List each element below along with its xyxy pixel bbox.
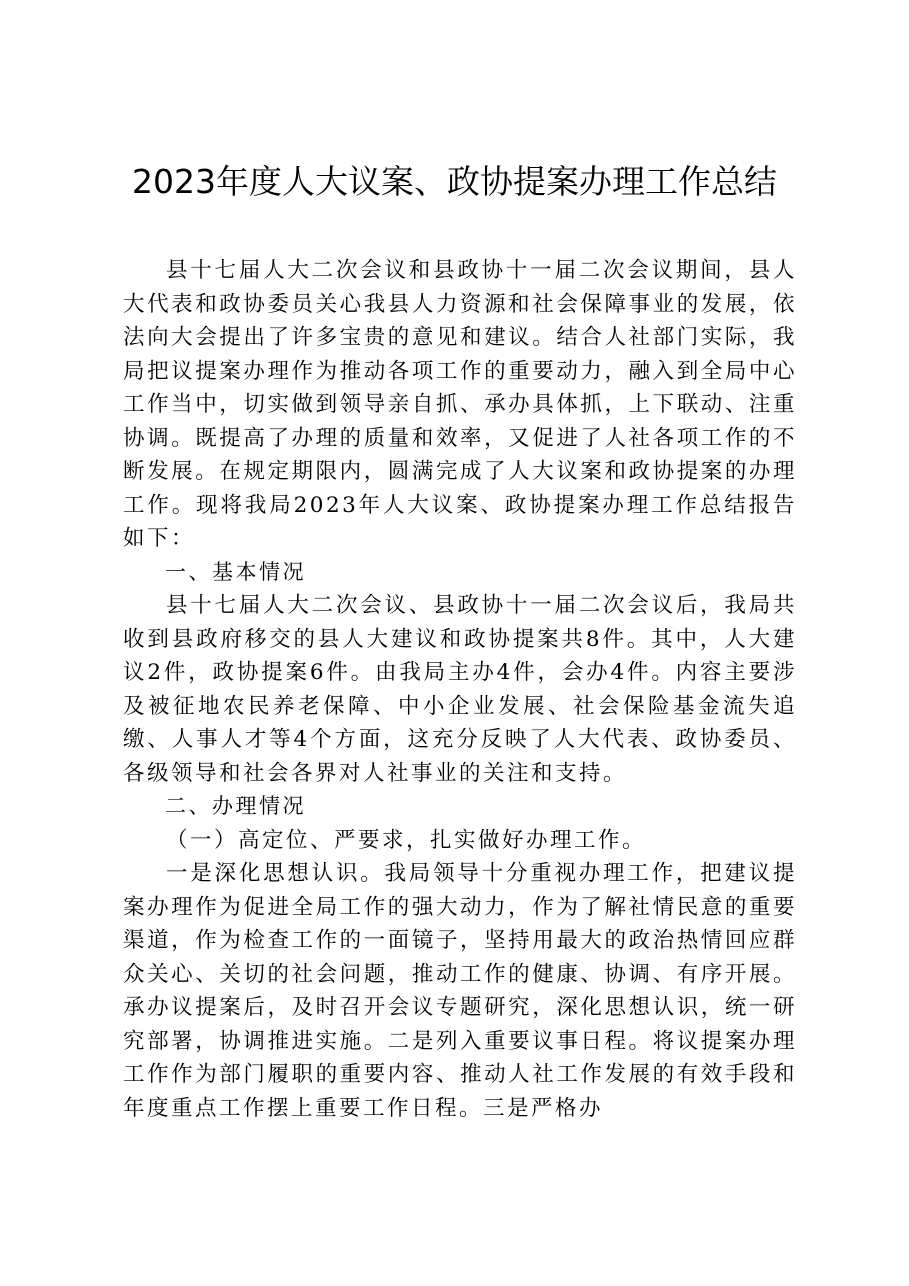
handling-paragraph: 一是深化思想认识。我局领导十分重视办理工作，把建议提案办理作为促进全局工作的强大动力，作为了解社情民意的重要渠道，作为检查工作的一面镜子，坚持用最大的政治热情回应群众关心、关切的社会问题，推动工作的健康、协调、有序开展。承办议提案后，及时召开会议专题研究，深化思想认识，统一研究部署，协调推进实施。二是列入重要议事日程。将议提案办理工作作为部门履职的重要内容、推动人社工作发展的有效手段和年度重点工作摆上重要工作日程。三是严格办 — [123, 861, 797, 1121]
basic-situation-paragraph: 县十七届人大二次会议、县政协十一届二次会议后，我局共收到县政府移交的县人大建议和政协提案共8件。其中，人大建议2件，政协提案6件。由我局主办4件，会办4件。内容主要涉及被征地农民养老保障、中小企业发展、社会保险基金流失追缴、人事人才等4个方面，这充分反映了人大代表、政协委员、各级领导和社会各界对人社事业的关注和支持。 — [123, 593, 797, 786]
subsection-heading-1: （一）高定位、严要求，扎实做好办理工作。 — [166, 827, 647, 853]
document-title: 2023年度人大议案、政协提案办理工作总结 — [132, 162, 777, 201]
section-heading-handling-situation: 二、办理情况 — [165, 794, 306, 818]
section-heading-basic-situation: 一、基本情况 — [165, 559, 306, 584]
document-body — [123, 254, 797, 1125]
intro-paragraph: 县十七届人大二次会议和县政协十一届二次会议期间，县人大代表和政协委员关心我县人力资源和社会保障事业的发展，依法向大会提出了许多宝贵的意见和建议。结合人社部门实际，我局把议提案办理作为推动各项工作的重要动力，融入到全局中心工作当中，切实做到领导亲自抓、承办具体抓，上下联动、注重协调。既提高了办理的质量和效率，又促进了人社各项工作的不断发展。在规定期限内，圆满完成了人大议案和政协提案的办理工作。现将我局2023年人大议案、政协提案办理工作总结报告如下： — [123, 258, 797, 551]
